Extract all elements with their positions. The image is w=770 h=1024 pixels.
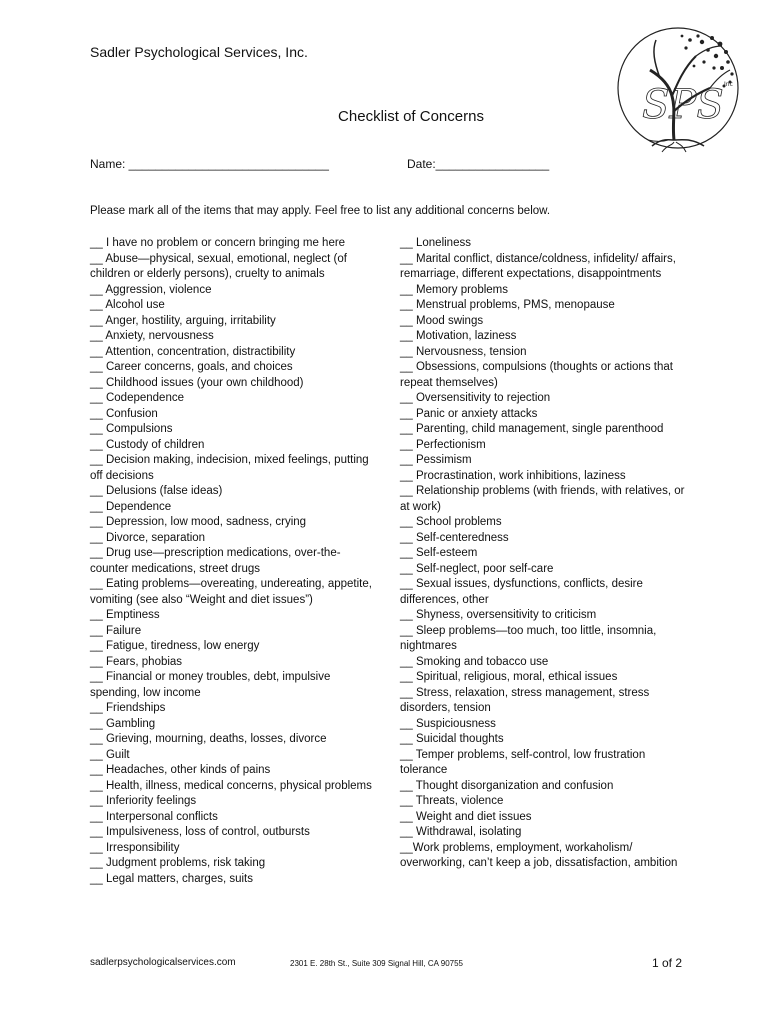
checklist-item[interactable]: __ Pessimism xyxy=(400,454,472,466)
checklist-item[interactable]: __ Alcohol use xyxy=(90,299,165,311)
checklist-item[interactable]: __ Threats, violence xyxy=(400,795,504,807)
checklist-item[interactable]: __ Shyness, oversensitivity to criticism xyxy=(400,609,597,621)
checklist-item[interactable]: __ Loneliness xyxy=(400,237,471,249)
checklist-item[interactable]: __ Self-neglect, poor self-care xyxy=(400,562,554,575)
svg-text:Inc: Inc xyxy=(724,81,733,88)
checklist-item[interactable]: __ Custody of children xyxy=(90,438,205,451)
checklist-item[interactable]: __ Career concerns, goals, and choices xyxy=(90,361,293,373)
tree-logo-icon xyxy=(612,22,746,164)
checklist-item[interactable]: __ Childhood issues (your own childhood) xyxy=(90,376,304,389)
checklist-item[interactable]: __ Headaches, other kinds of pains xyxy=(90,764,271,776)
checklist-item[interactable]: __ School problems xyxy=(400,516,502,528)
checklist-item[interactable]: __ Panic or anxiety attacks xyxy=(400,407,538,420)
checklist-item[interactable]: __ Oversensitivity to rejection xyxy=(400,392,551,404)
checklist-item[interactable]: __ Depression, low mood, sadness, crying xyxy=(90,516,307,528)
checklist-item[interactable]: __ Memory problems xyxy=(400,283,509,296)
checklist-item[interactable]: __ Guilt xyxy=(90,748,130,761)
checklist-item[interactable]: __ Thought disorganization and confusion xyxy=(400,779,614,792)
checklist-item[interactable]: __ Eating problems—overeating, undereating, appetite, vomiting (see also “Weight and diet issues”) xyxy=(90,578,372,606)
checklist-item[interactable]: __ Fears, phobias xyxy=(90,655,183,668)
checklist-item[interactable]: __ Irresponsibility xyxy=(90,841,180,854)
checklist-item[interactable]: __ Interpersonal conflicts xyxy=(90,810,218,823)
footer-address: 2301 E. 28th St., Suite 309 Signal Hill, CA 90755 xyxy=(290,959,464,968)
checklist-item[interactable]: __ Marital conflict, distance/coldness, infidelity/ affairs, remarriage, different expectations, disappointments xyxy=(400,252,676,280)
checklist-item[interactable]: __ Sleep problems—too much, too little, insomnia, nightmares xyxy=(400,624,657,652)
name-field[interactable]: Name: ______________________________ xyxy=(90,157,329,171)
checklist-item[interactable]: __ Motivation, laziness xyxy=(400,330,517,342)
checklist-item[interactable]: __ Codependence xyxy=(90,392,184,404)
checklist-item[interactable]: __ Suicidal thoughts xyxy=(400,733,504,745)
checklist-item[interactable]: __ Friendships xyxy=(90,702,166,714)
checklist-item[interactable]: __ Divorce, separation xyxy=(90,531,206,544)
checklist-item[interactable]: __ Anxiety, nervousness xyxy=(90,330,214,342)
checklist-item[interactable]: __ Weight and diet issues xyxy=(400,810,532,823)
checklist-item[interactable]: __ Procrastination, work inhibitions, laziness xyxy=(400,469,626,482)
checklist-item[interactable]: __ Spiritual, religious, moral, ethical issues xyxy=(400,671,618,683)
checklist-item[interactable]: __Work problems, employment, workaholism/ overworking, can’t keep a job, dissatisfaction, ambition xyxy=(400,841,678,869)
checklist-item[interactable]: __ Judgment problems, risk taking xyxy=(90,857,266,869)
checklist-item[interactable]: __ Perfectionism xyxy=(400,438,486,451)
checklist-item[interactable]: __ Attention, concentration, distractibility xyxy=(90,345,296,358)
page-title: Checklist of Concerns xyxy=(338,108,484,125)
company-name: Sadler Psychological Services, Inc. xyxy=(90,44,308,60)
checklist-item[interactable]: __ Failure xyxy=(90,624,142,637)
checklist-item[interactable]: __ Nervousness, tension xyxy=(400,345,527,358)
checklist-item[interactable]: __ Emptiness xyxy=(90,609,160,621)
concerns-left-column xyxy=(90,236,378,887)
page-number: 1 of 2 xyxy=(652,956,683,970)
checklist-item[interactable]: __ Grieving, mourning, deaths, losses, divorce xyxy=(90,733,327,745)
checklist-item[interactable]: __ Delusions (false ideas) xyxy=(90,485,223,497)
footer-website: sadlerpsychologicalservices.com xyxy=(90,957,236,968)
checklist-item[interactable]: __ Confusion xyxy=(90,407,158,420)
checklist-item[interactable]: __ Mood swings xyxy=(400,314,484,327)
checklist-item[interactable]: __ Smoking and tobacco use xyxy=(400,655,549,668)
checklist-item[interactable]: __ Relationship problems (with friends, with relatives, or at work) xyxy=(400,485,685,513)
checklist-item[interactable]: __ Menstrual problems, PMS, menopause xyxy=(400,299,615,311)
checklist-item[interactable]: __ Inferiority feelings xyxy=(90,795,197,807)
checklist-item[interactable]: __ Dependence xyxy=(90,500,172,513)
checklist-item[interactable]: __ Drug use—prescription medications, over-the-counter medications, street drugs xyxy=(90,547,341,575)
checklist-item[interactable]: __ Parenting, child management, single parenthood xyxy=(400,423,664,435)
checklist-item[interactable]: __ Health, illness, medical concerns, physical problems xyxy=(90,779,372,792)
checklist-item[interactable]: __ Temper problems, self-control, low frustration tolerance xyxy=(400,748,646,776)
checklist-item[interactable]: __ Aggression, violence xyxy=(90,283,212,296)
checklist-item[interactable]: __ Fatigue, tiredness, low energy xyxy=(90,640,260,652)
checklist-item[interactable]: __ Anger, hostility, arguing, irritability xyxy=(90,314,276,327)
checklist-item[interactable]: __ Self-centeredness xyxy=(400,531,509,544)
checklist-item[interactable]: __ I have no problem or concern bringing me here xyxy=(90,237,346,249)
checklist-item[interactable]: __ Self-esteem xyxy=(400,547,478,559)
checklist-item[interactable]: __ Legal matters, charges, suits xyxy=(90,872,253,885)
checklist-item[interactable]: __ Financial or money troubles, debt, impulsive spending, low income xyxy=(90,671,331,699)
instructions: Please mark all of the items that may apply. Feel free to list any additional concerns below. xyxy=(90,205,551,217)
svg-text:SPS: SPS xyxy=(642,82,724,128)
checklist-item[interactable]: __ Impulsiveness, loss of control, outbursts xyxy=(90,826,310,838)
date-field[interactable]: Date:_________________ xyxy=(407,157,550,171)
checklist-item[interactable]: __ Obsessions, compulsions (thoughts or actions that repeat themselves) xyxy=(400,361,673,389)
checklist-item[interactable]: __ Abuse—physical, sexual, emotional, neglect (of children or elderly persons), cruelty to animals xyxy=(90,252,347,280)
checklist-item[interactable]: __ Stress, relaxation, stress management, stress disorders, tension xyxy=(400,686,650,714)
checklist-item[interactable]: __ Gambling xyxy=(90,717,156,730)
checklist-item[interactable]: __ Compulsions xyxy=(90,423,173,435)
checklist-item[interactable]: __ Withdrawal, isolating xyxy=(400,826,522,838)
checklist-item[interactable]: __ Sexual issues, dysfunctions, conflicts, desire differences, other xyxy=(400,578,643,606)
checklist-item[interactable]: __ Suspiciousness xyxy=(400,717,496,730)
concerns-right-column xyxy=(400,236,690,872)
checklist-item[interactable]: __ Decision making, indecision, mixed feelings, putting off decisions xyxy=(90,454,369,482)
